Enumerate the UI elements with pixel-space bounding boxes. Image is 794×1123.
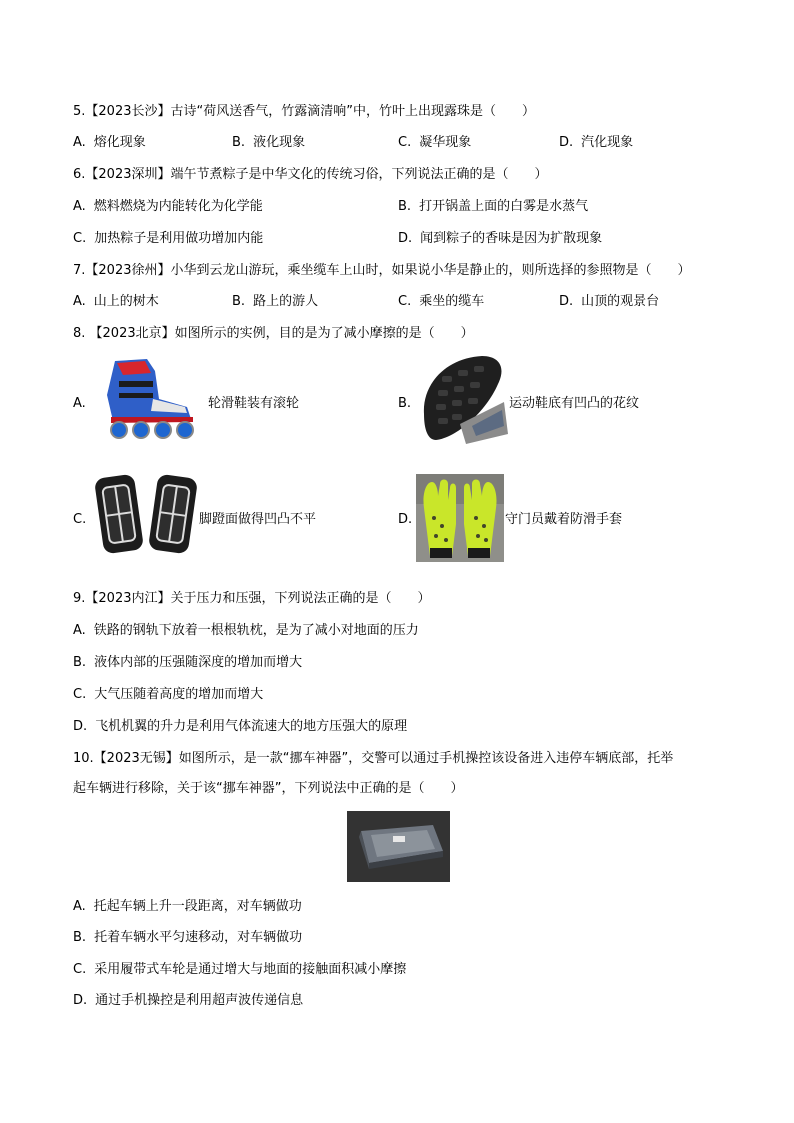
q6-option-c[interactable] <box>73 230 263 248</box>
option-key: D. <box>559 294 574 309</box>
q6-stem: 6.【2023深圳】端午节煮粽子是中华文化的传统习俗，下列说法正确的是（ ） <box>73 167 548 182</box>
q10-option-d[interactable] <box>73 992 303 1010</box>
option-key: D. <box>398 231 413 246</box>
q10-option-b[interactable] <box>73 929 302 947</box>
option-key: B. <box>73 655 87 670</box>
car-mover-device-icon <box>347 811 450 882</box>
option-key: C. <box>73 687 87 702</box>
q10-option-c[interactable] <box>73 961 406 979</box>
q8-option-c-key[interactable]: C. <box>73 512 87 527</box>
option-key: B. <box>398 199 412 214</box>
goalkeeper-glove-icon <box>416 474 504 562</box>
option-text: 打开锅盖上面的白雾是水蒸气 <box>419 199 589 214</box>
option-key: C. <box>398 294 412 309</box>
q9-option-a[interactable] <box>73 622 419 640</box>
q9-option-b[interactable] <box>73 654 302 672</box>
q10-stem-line2: 起车辆进行移除，关于该“挪车神器”，下列说法中正确的是（ ） <box>73 781 464 796</box>
option-text: 飞机机翼的升力是利用气体流速大的地方压强大的原理 <box>95 719 408 734</box>
q5-option-a[interactable] <box>73 134 146 152</box>
q8-option-d-text: 守门员戴着防滑手套 <box>505 512 623 527</box>
option-key: D. <box>73 719 88 734</box>
q8-option-c-text: 脚蹬面做得凹凸不平 <box>199 512 317 527</box>
q8-option-a-text: 轮滑鞋装有滚轮 <box>208 396 300 411</box>
option-key: C. <box>73 231 87 246</box>
option-text: 托着车辆水平匀速移动，对车辆做功 <box>94 930 303 945</box>
option-text: 山上的树木 <box>93 294 159 309</box>
q6-option-d[interactable] <box>398 230 602 248</box>
option-text: 液化现象 <box>253 135 306 150</box>
q5-option-d[interactable] <box>559 134 633 152</box>
option-text: 通过手机操控是利用超声波传递信息 <box>95 993 304 1008</box>
option-key: A. <box>73 899 86 914</box>
q7-option-d[interactable] <box>559 293 659 311</box>
q9-stem: 9.【2023内江】关于压力和压强，下列说法正确的是（ ） <box>73 591 431 606</box>
q7-stem: 7.【2023徐州】小华到云龙山游玩，乘坐缆车上山时，如果说小华是静止的，则所选择的参照物是（ ） <box>73 263 691 278</box>
q7-option-b[interactable] <box>232 293 318 311</box>
option-key: B. <box>73 930 87 945</box>
q5-option-c[interactable] <box>398 134 471 152</box>
option-text: 大气压随着高度的增加而增大 <box>94 687 264 702</box>
option-text: 托起车辆上升一段距离，对车辆做功 <box>93 899 302 914</box>
option-key: A. <box>73 294 86 309</box>
option-text: 闻到粽子的香味是因为扩散现象 <box>420 231 603 246</box>
option-key: A. <box>73 199 86 214</box>
q8-stem: 8. 【2023北京】如图所示的实例，目的是为了减小摩擦的是（ ） <box>73 326 474 341</box>
option-key: A. <box>73 135 86 150</box>
q8-option-a-key[interactable]: A. <box>73 396 86 411</box>
option-text: 汽化现象 <box>581 135 634 150</box>
q9-option-c[interactable] <box>73 686 263 704</box>
option-text: 凝华现象 <box>419 135 472 150</box>
option-key: C. <box>73 962 87 977</box>
q7-option-a[interactable] <box>73 293 159 311</box>
q5-stem: 5.【2023长沙】古诗“荷风送香气，竹露滴清响”中，竹叶上出现露珠是（ ） <box>73 104 535 119</box>
q6-option-b[interactable] <box>398 198 588 216</box>
option-text: 液体内部的压强随深度的增加而增大 <box>94 655 303 670</box>
option-text: 乘坐的缆车 <box>419 294 485 309</box>
q6-option-a[interactable] <box>73 198 263 216</box>
option-key: A. <box>73 623 86 638</box>
q8-option-b-text: 运动鞋底有凹凸的花纹 <box>509 396 640 411</box>
option-key: B. <box>232 135 246 150</box>
q8-option-d-key[interactable]: D. <box>398 512 413 527</box>
option-key: C. <box>398 135 412 150</box>
q10-option-a[interactable] <box>73 898 302 916</box>
option-key: B. <box>232 294 246 309</box>
q10-stem-line1: 10.【2023无锡】如图所示，是一款“挪车神器”，交警可以通过手机操控该设备进入违停车辆底部，托举 <box>73 751 674 766</box>
q9-option-d[interactable] <box>73 718 407 736</box>
option-key: D. <box>73 993 88 1008</box>
q5-option-b[interactable] <box>232 134 305 152</box>
option-key: D. <box>559 135 574 150</box>
option-text: 加热粽子是利用做功增加内能 <box>94 231 264 246</box>
roller-skate-icon <box>93 355 203 441</box>
q7-option-c[interactable] <box>398 293 484 311</box>
bike-pedal-icon <box>93 466 199 562</box>
option-text: 山顶的观景台 <box>581 294 660 309</box>
option-text: 路上的游人 <box>253 294 319 309</box>
option-text: 采用履带式车轮是通过增大与地面的接触面积减小摩擦 <box>94 962 407 977</box>
option-text: 铁路的钢轨下放着一根根轨枕，是为了减小对地面的压力 <box>93 623 419 638</box>
sneaker-icon <box>416 354 508 446</box>
q8-option-b-key[interactable]: B. <box>398 396 412 411</box>
option-text: 燃料燃烧为内能转化为化学能 <box>93 199 263 214</box>
option-text: 熔化现象 <box>93 135 146 150</box>
